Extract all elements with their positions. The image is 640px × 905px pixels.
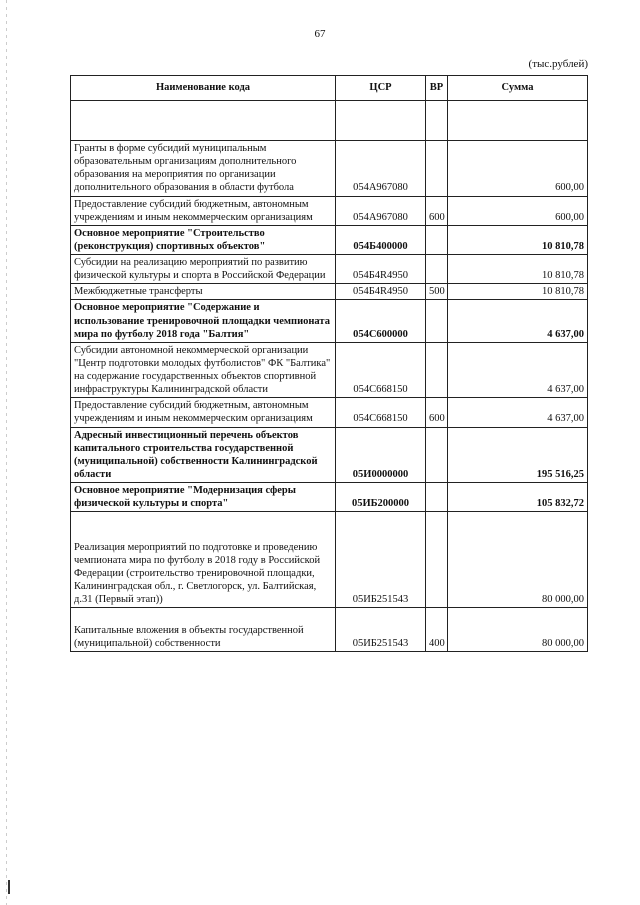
header-sum: Сумма (448, 76, 588, 101)
row-csr: 054С668150 (336, 398, 426, 427)
table-row (71, 483, 588, 512)
table-row (71, 608, 588, 652)
row-vr (426, 342, 448, 398)
table-row (71, 398, 588, 427)
row-csr: 05И0000000 (336, 427, 426, 483)
row-vr (426, 512, 448, 608)
table-row (71, 101, 588, 141)
row-vr (426, 300, 448, 342)
row-name: Субсидии на реализацию мероприятий по развитию физической культуры и спорта в Российской Федерации (71, 255, 336, 284)
table-row (71, 196, 588, 225)
row-csr: 05ИБ200000 (336, 483, 426, 512)
row-sum: 10 810,78 (448, 225, 588, 254)
row-name: Капитальные вложения в объекты государственной (муниципальной) собственности (71, 608, 336, 652)
row-vr: 600 (426, 398, 448, 427)
table-row (71, 255, 588, 284)
row-sum: 10 810,78 (448, 255, 588, 284)
row-vr (426, 141, 448, 197)
row-name: Межбюджетные трансферты (71, 284, 336, 300)
table-row (71, 284, 588, 300)
row-vr: 600 (426, 196, 448, 225)
table-row (71, 300, 588, 342)
row-sum (448, 101, 588, 141)
row-name: Основное мероприятие "Модернизация сферы физической культуры и спорта" (71, 483, 336, 512)
margin-mark (8, 880, 10, 894)
row-sum: 4 637,00 (448, 342, 588, 398)
row-name: Реализация мероприятий по подготовке и проведению чемпионата мира по футболу в 2018 году в Российской Федерации (строительство тренировочной площадки, Калининградская обл., г. Светлогорск, ул. Балтийская, д.31 (Первый этап)) (71, 512, 336, 608)
header-name: Наименование кода (71, 76, 336, 101)
row-name: Основное мероприятие "Строительство (реконструкция) спортивных объектов" (71, 225, 336, 254)
row-sum: 600,00 (448, 196, 588, 225)
row-csr: 054С668150 (336, 342, 426, 398)
table-row (71, 342, 588, 398)
row-csr: 05ИБ251543 (336, 608, 426, 652)
table-header-row (71, 76, 588, 101)
table-row (71, 141, 588, 197)
row-sum: 105 832,72 (448, 483, 588, 512)
row-sum: 195 516,25 (448, 427, 588, 483)
row-sum: 4 637,00 (448, 398, 588, 427)
table-row (71, 225, 588, 254)
left-margin-line (6, 0, 7, 905)
row-csr: 054Б400000 (336, 225, 426, 254)
row-sum: 4 637,00 (448, 300, 588, 342)
header-vr: ВР (426, 76, 448, 101)
row-csr: 054С600000 (336, 300, 426, 342)
row-name: Предоставление субсидий бюджетным, автономным учреждениям и иным некоммерческим организациям (71, 398, 336, 427)
row-csr: 05ИБ251543 (336, 512, 426, 608)
row-name: Предоставление субсидий бюджетным, автономным учреждениям и иным некоммерческим организациям (71, 196, 336, 225)
row-name (71, 101, 336, 141)
row-name: Адресный инвестиционный перечень объектов капитального строительства государственной (муниципальной) собственности Калининградской области (71, 427, 336, 483)
row-csr (336, 101, 426, 141)
row-name: Гранты в форме субсидий муниципальным образовательным организациям дополнительного образования на мероприятия по организации дополнительного образования в области футбола (71, 141, 336, 197)
row-vr (426, 427, 448, 483)
table-row (71, 427, 588, 483)
row-name: Субсидии автономной некоммерческой организации "Центр подготовки молодых футболистов" ФК "Балтика" на содержание государственных объектов спортивной инфраструктуры Калининградской области (71, 342, 336, 398)
header-csr: ЦСР (336, 76, 426, 101)
unit-label: (тыс.рублей) (528, 58, 588, 70)
row-sum: 80 000,00 (448, 512, 588, 608)
row-csr: 054А967080 (336, 141, 426, 197)
row-sum: 80 000,00 (448, 608, 588, 652)
row-vr: 500 (426, 284, 448, 300)
row-name: Основное мероприятие "Содержание и использование тренировочной площадки чемпионата мира по футболу 2018 года "Балтия" (71, 300, 336, 342)
row-csr: 054А967080 (336, 196, 426, 225)
row-vr (426, 101, 448, 141)
row-vr (426, 255, 448, 284)
row-sum: 10 810,78 (448, 284, 588, 300)
table-row (71, 512, 588, 608)
row-csr: 054Б4R4950 (336, 255, 426, 284)
row-vr: 400 (426, 608, 448, 652)
page-number: 67 (314, 28, 326, 40)
row-sum: 600,00 (448, 141, 588, 197)
row-csr: 054Б4R4950 (336, 284, 426, 300)
row-vr (426, 483, 448, 512)
row-vr (426, 225, 448, 254)
budget-table (70, 75, 588, 652)
